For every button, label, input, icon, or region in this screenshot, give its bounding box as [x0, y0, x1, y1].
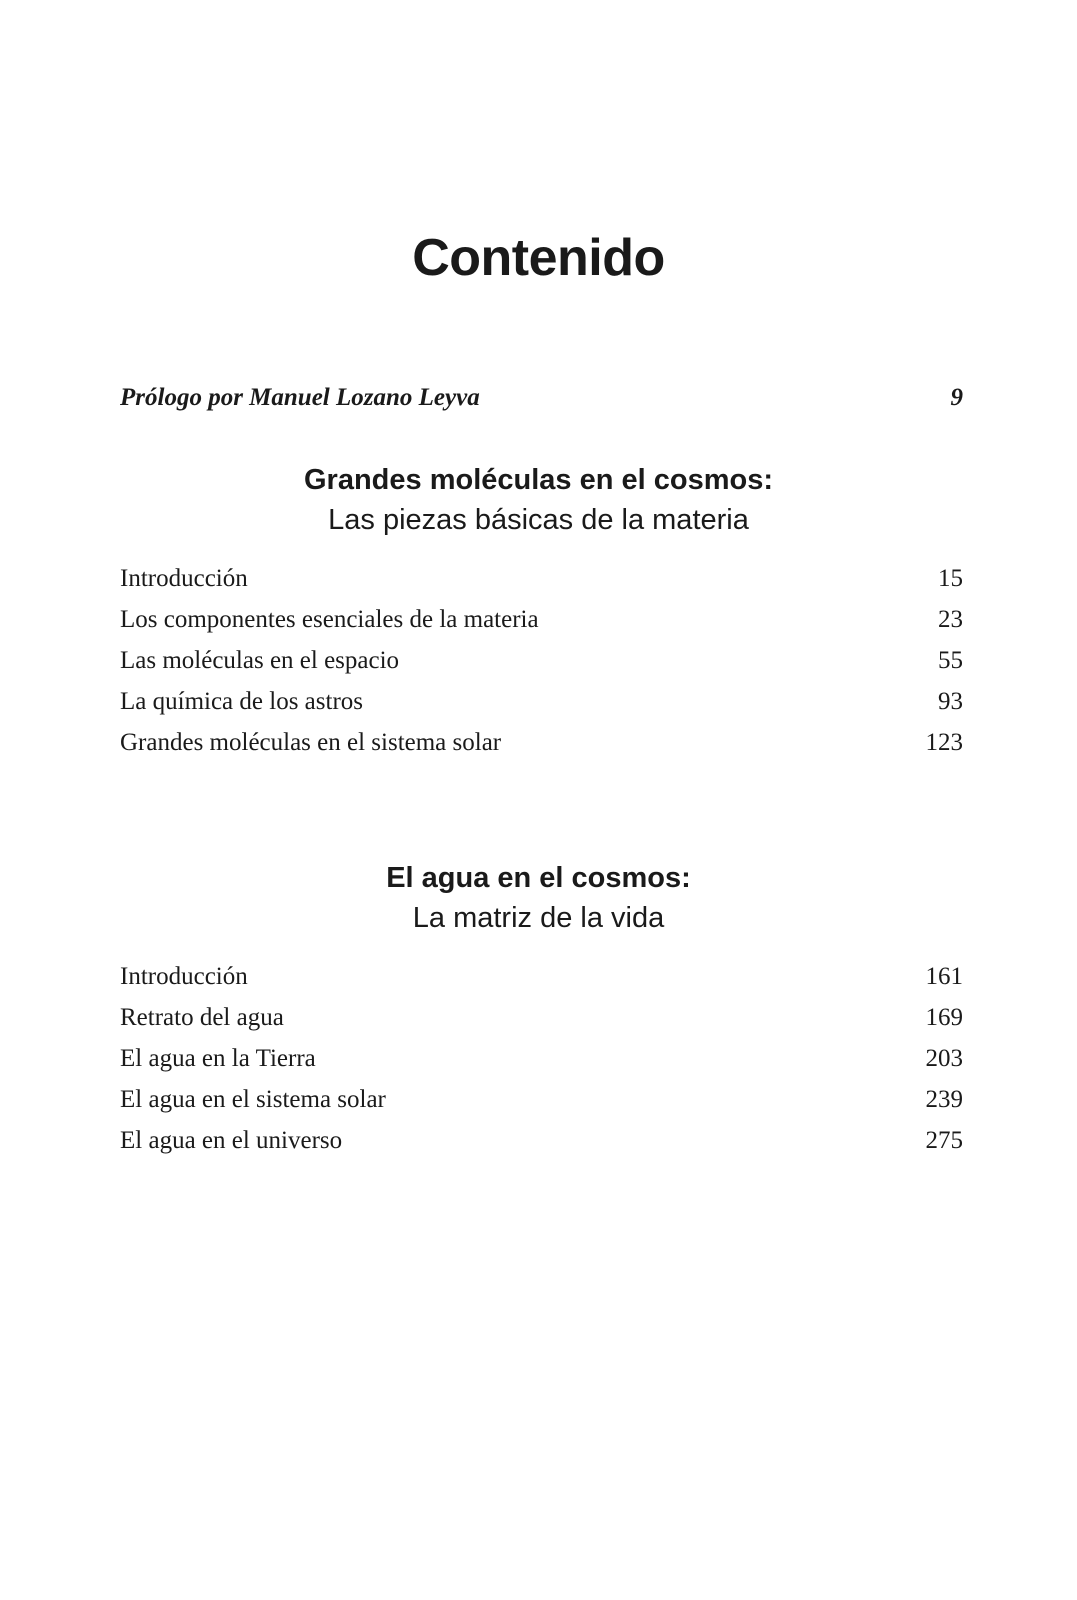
toc-entry-page: 239 [925, 1086, 963, 1113]
section-subheading: Las piezas básicas de la materia [328, 504, 749, 536]
toc-entry [120, 959, 963, 995]
section-heading: El agua en el cosmos: [386, 862, 691, 894]
toc-entry-label: Los componentes esenciales de la materia [120, 606, 539, 633]
toc-entry [120, 725, 963, 761]
section-subheading: La matriz de la vida [412, 902, 665, 934]
toc-entry-label: La química de los astros [120, 688, 363, 715]
toc-entry-page: 123 [925, 729, 963, 756]
toc-entry-page: 169 [925, 1004, 963, 1031]
toc-entry-label: Retrato del agua [120, 1004, 284, 1031]
toc-entry [120, 1041, 963, 1077]
toc-entry-label: Las moléculas en el espacio [120, 647, 400, 674]
toc-entry-label: Introducción [120, 963, 248, 990]
toc-entry-label: El agua en el universo [120, 1127, 343, 1154]
toc-entry-page: 55 [938, 647, 963, 674]
toc-entry-label: Introducción [120, 565, 248, 592]
toc-entry-page: 203 [925, 1045, 963, 1072]
toc-entry-page: 9 [950, 384, 963, 411]
toc-entry-page: 15 [938, 565, 963, 592]
toc-entry [120, 684, 963, 720]
toc-entry-prologue [120, 380, 963, 416]
toc-entry [120, 643, 963, 679]
toc-entry-page: 23 [938, 606, 963, 633]
toc-entry [120, 1000, 963, 1036]
section-heading: Grandes moléculas en el cosmos: [303, 464, 773, 496]
toc-entry [120, 561, 963, 597]
toc-entry-label: Prólogo por Manuel Lozano Leyva [120, 384, 480, 411]
toc-entry [120, 1082, 963, 1118]
toc-entry-page: 275 [925, 1127, 963, 1154]
toc-entry-label: El agua en el sistema solar [120, 1086, 386, 1113]
page-title: Contenido [412, 229, 665, 287]
toc-entry-page: 93 [938, 688, 963, 715]
toc-entry-label: Grandes moléculas en el sistema solar [120, 729, 502, 756]
toc-entry [120, 602, 963, 638]
toc-entry-label: El agua en la Tierra [120, 1045, 316, 1072]
toc-entry-page: 161 [925, 963, 963, 990]
toc-entry [120, 1123, 963, 1159]
